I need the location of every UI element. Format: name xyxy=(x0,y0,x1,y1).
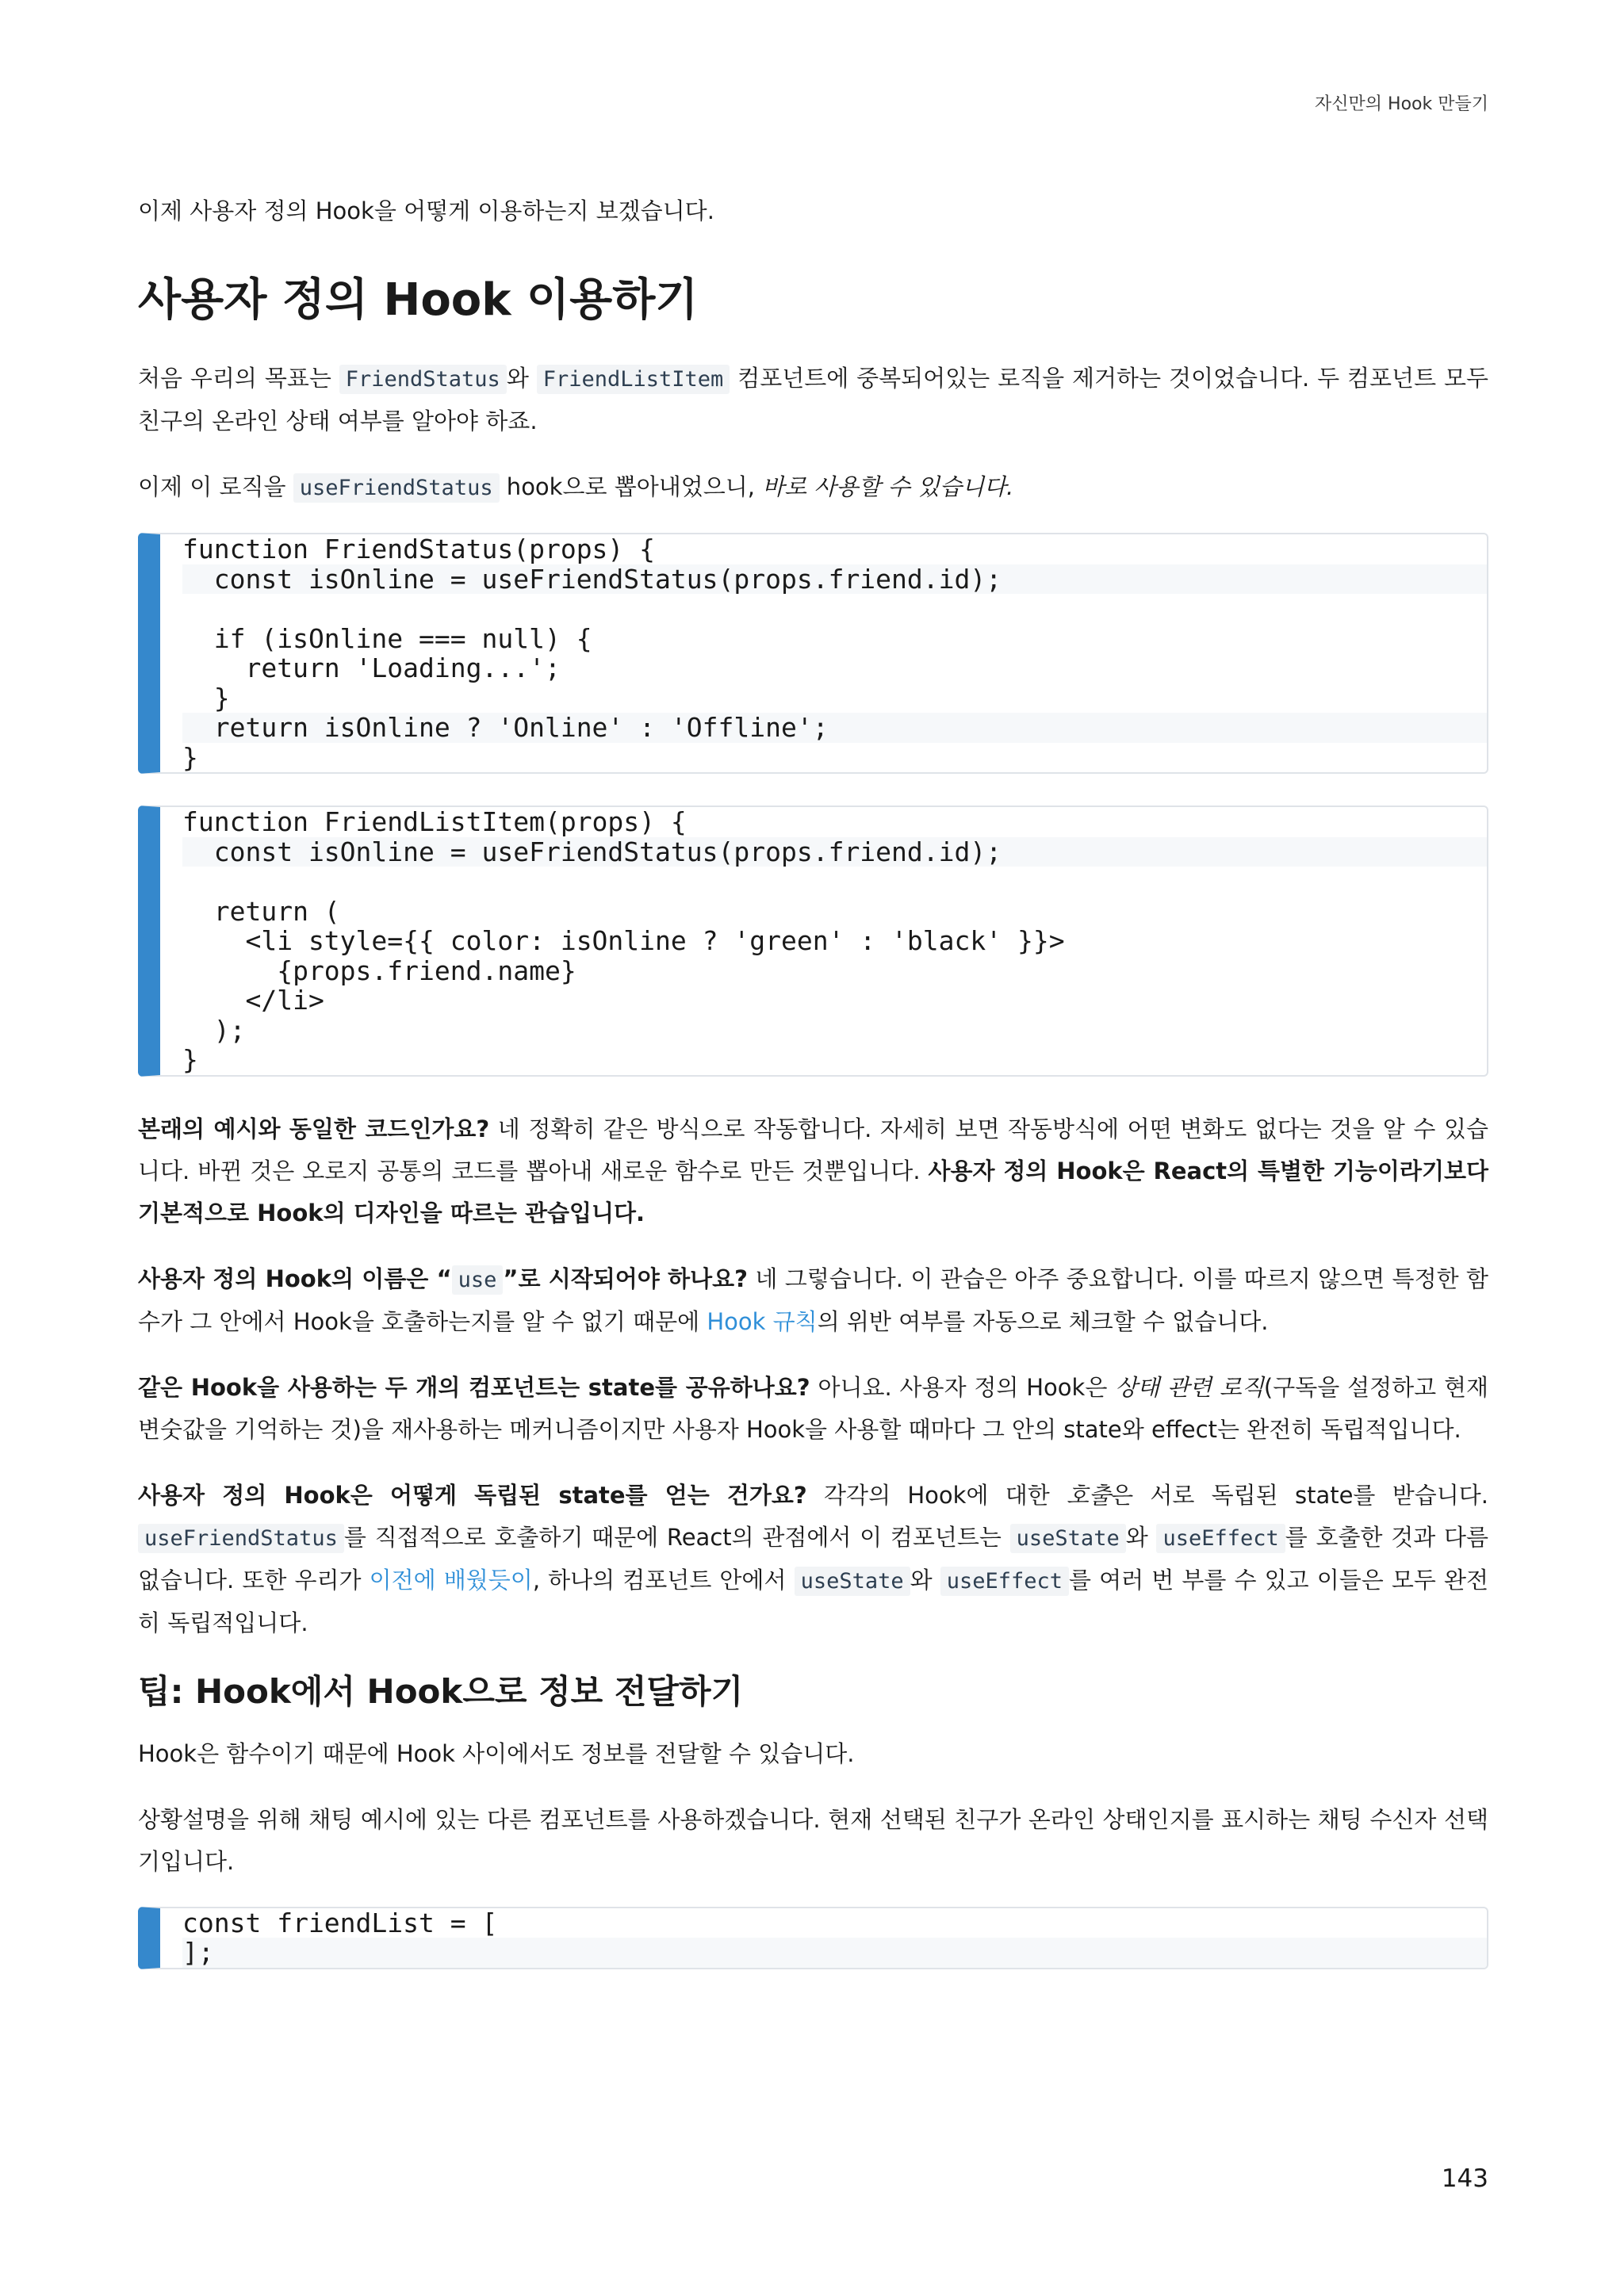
section-heading-tip: 팁: Hook에서 Hook으로 정보 전달하기 xyxy=(138,1671,744,1711)
bold-text: 본래의 예시와 동일한 코드인가요? xyxy=(138,1115,490,1142)
bold-text: 사용자 정의 Hook은 어떻게 독립된 state를 얻는 건가요? xyxy=(138,1481,807,1509)
text: 와 xyxy=(910,1566,940,1594)
bold-text: 사용자 정의 Hook의 이름은 “ xyxy=(138,1265,452,1292)
code-line: ]; xyxy=(182,1938,1487,1968)
text: , 하나의 컴포넌트 안에서 xyxy=(532,1566,795,1594)
text: 와 xyxy=(1125,1523,1157,1551)
code-line: return ( xyxy=(182,895,340,927)
code-line: } xyxy=(182,1044,198,1075)
text: 를 여러 번 부를 수 있고 이들은 모두 완전히 독립적입니다. xyxy=(138,1566,1488,1636)
code-line: <li style={{ color: isOnline ? 'green' : 'black' }}> xyxy=(182,925,1065,956)
emphasis-text: 바로 사용할 수 있습니다. xyxy=(762,473,1014,500)
code-line xyxy=(182,867,1487,897)
code-line: {props.friend.name} xyxy=(182,955,576,986)
intro-paragraph: 이제 사용자 정의 Hook을 어떻게 이용하는지 보겠습니다. xyxy=(138,197,714,224)
text: hook으로 뽑아내었으니, xyxy=(499,473,763,500)
code-block-friendlistitem xyxy=(138,806,1488,1077)
inline-code-usestate: useState xyxy=(795,1567,910,1596)
text: 와 xyxy=(506,365,537,392)
bold-text: 같은 Hook을 사용하는 두 개의 컴포넌트는 state를 공유하나요? xyxy=(138,1373,810,1401)
code-line: function FriendListItem(props) { xyxy=(182,806,687,837)
text: 의 위반 여부를 자동으로 체크할 수 없습니다. xyxy=(817,1307,1269,1335)
link-learned-before[interactable]: 이전에 배웠듯이 xyxy=(369,1566,533,1594)
inline-code-useeffect: useEffect xyxy=(1156,1524,1285,1553)
inline-code-usestate: useState xyxy=(1010,1524,1126,1553)
code-line xyxy=(182,594,1487,624)
emphasis-text: 호출 xyxy=(1067,1481,1112,1509)
page-content xyxy=(138,190,1488,2001)
inline-code-useeffect: useEffect xyxy=(940,1567,1069,1596)
code-line: function FriendStatus(props) { xyxy=(182,534,656,564)
running-header: 자신만의 Hook 만들기 xyxy=(1315,94,1488,114)
bold-text: ”로 시작되어야 하나요? xyxy=(503,1265,748,1292)
inline-code-usefriendstatus: useFriendStatus xyxy=(138,1524,344,1553)
code-line: ); xyxy=(182,1014,246,1046)
code-line: const friendList = [ xyxy=(182,1907,498,1938)
code-block-friendstatus xyxy=(138,533,1488,774)
code-line: return isOnline ? 'Online' : 'Offline'; xyxy=(182,713,1487,743)
paragraph-goal xyxy=(138,358,1488,442)
text: 각각의 Hook에 대한 xyxy=(806,1481,1067,1509)
paragraph-isolated-state xyxy=(138,1475,1488,1644)
section-heading-using-custom-hook: 사용자 정의 Hook 이용하기 xyxy=(138,274,699,326)
code-line: } xyxy=(182,741,198,773)
link-hook-rules[interactable]: Hook 규칙 xyxy=(707,1307,818,1335)
code-line: if (isOnline === null) { xyxy=(182,622,592,654)
inline-code-friendstatus: FriendStatus xyxy=(339,365,507,394)
emphasis-text: 상태 관련 로직 xyxy=(1115,1373,1264,1401)
text: 처음 우리의 목표는 xyxy=(138,365,339,392)
code-line: const isOnline = useFriendStatus(props.friend.id); xyxy=(182,564,1487,595)
text: 네 정확히 같은 방식으로 작동합니다. 자세히 보면 작동방식에 어떤 변화도 없다는 것을 알 수 있습니다. 바뀐 것은 오로지 공통의 코드를 뽑아내 새로운 함수로 만든 것뿐입니다. xyxy=(138,1115,1488,1184)
text: 컴포넌트에 중복되어있는 로직을 제거하는 것이었습니다. 두 컴포넌트 모두 친구의 온라인 상태 여부를 알아야 하죠. xyxy=(138,365,1488,434)
paragraph-use-prefix xyxy=(138,1258,1488,1343)
code-line: </li> xyxy=(182,985,324,1016)
paragraph-pass-info: Hook은 함수이기 때문에 Hook 사이에서도 정보를 전달할 수 있습니다. xyxy=(138,1739,855,1767)
bold-text: 사용자 정의 Hook은 React의 특별한 기능이라기보다 기본적으로 Hook의 디자인을 따르는 관습입니다. xyxy=(138,1157,1489,1226)
document-page xyxy=(138,0,1488,2296)
text: 은 서로 독립된 state를 받습니다. xyxy=(1111,1481,1488,1509)
inline-code-use: use xyxy=(452,1265,504,1295)
inline-code-usefriendstatus: useFriendStatus xyxy=(293,473,500,503)
code-line: const isOnline = useFriendStatus(props.friend.id); xyxy=(182,837,1487,867)
inline-code-friendlistitem: FriendListItem xyxy=(537,365,730,394)
text: 이제 이 로직을 xyxy=(138,473,293,500)
text: (구독을 설정하고 현재 변숫값을 기억하는 것)을 재사용하는 메커니즘이지만 사용자 Hook을 사용할 때마다 그 안의 state와 effect는 완전히 독립적입니다. xyxy=(138,1373,1488,1443)
text: 를 직접적으로 호출하기 때문에 React의 관점에서 이 컴포넌트는 xyxy=(343,1523,1010,1551)
paragraph-extracted xyxy=(138,466,1488,509)
code-line: } xyxy=(182,682,230,714)
text: 를 호출한 것과 다름없습니다. 또한 우리가 xyxy=(138,1523,1488,1594)
text: 네 그렇습니다. 이 관습은 아주 중요합니다. 이를 따르지 않으면 특정한 함수가 그 안에서 Hook을 호출하는지를 알 수 없기 때문에 xyxy=(138,1265,1488,1335)
page-number: 143 xyxy=(1441,2164,1488,2193)
code-block-friendlist xyxy=(138,1907,1488,1969)
paragraph-same-code xyxy=(138,1108,1488,1234)
text: 아니요. 사용자 정의 Hook은 xyxy=(810,1373,1116,1401)
code-line: return 'Loading...'; xyxy=(182,652,561,683)
paragraph-share-state xyxy=(138,1367,1488,1451)
paragraph-chat-example: 상황설명을 위해 채팅 예시에 있는 다른 컴포넌트를 사용하겠습니다. 현재 선택된 친구가 온라인 상태인지를 표시하는 채팅 수신자 선택기입니다. xyxy=(138,1805,1488,1875)
